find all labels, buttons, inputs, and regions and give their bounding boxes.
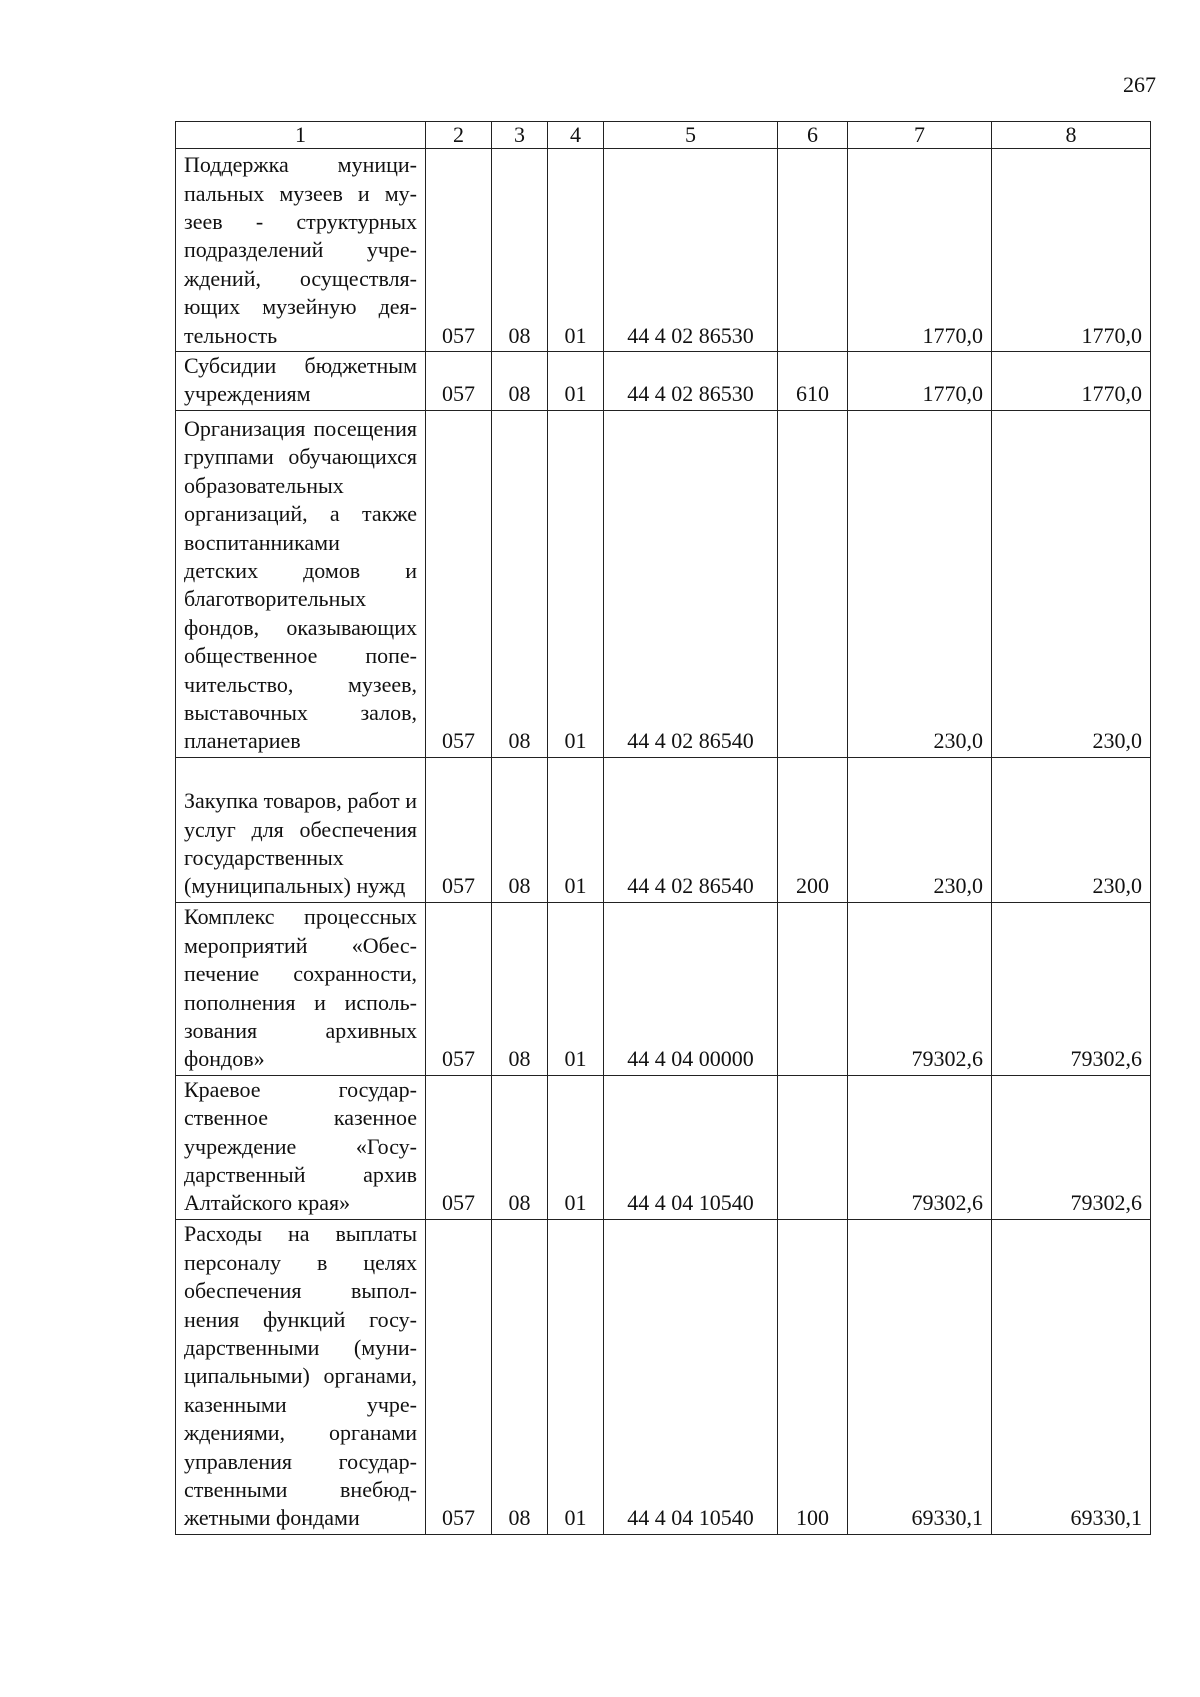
row-target-code: 44 4 02 86530 [604,149,778,352]
row-name: Организация посещения группами обучающихся образовательных организаций, а также воспитанниками детских домов и благотворительных фондов, оказывающих общественное попечительство, музеев, выставочных залов, планетариев [176,410,426,757]
row-amount-2: 1770,0 [992,149,1151,352]
table-row [176,757,1151,902]
header-cell-3: 3 [492,122,548,149]
row-name: Комплекс процессных мероприятий «Обеспечение сохранности, пополнения и использования архивных фондов» [176,902,426,1075]
row-amount-1: 1770,0 [848,149,992,352]
row-subsection-code: 01 [548,352,604,411]
table-row [176,410,1151,757]
row-subsection-code: 01 [548,1219,604,1534]
row-amount-1: 230,0 [848,410,992,757]
header-cell-1: 1 [176,122,426,149]
row-section-code: 08 [492,1075,548,1219]
header-cell-2: 2 [426,122,492,149]
row-subsection-code: 01 [548,902,604,1075]
row-amount-2: 79302,6 [992,1075,1151,1219]
row-amount-1: 79302,6 [848,1075,992,1219]
row-amount-2: 1770,0 [992,352,1151,411]
row-section-code: 08 [492,410,548,757]
header-cell-4: 4 [548,122,604,149]
row-ministry-code: 057 [426,149,492,352]
row-section-code: 08 [492,352,548,411]
row-target-code: 44 4 04 10540 [604,1219,778,1534]
row-target-code: 44 4 02 86540 [604,757,778,902]
budget-table [175,121,1151,1535]
row-ministry-code: 057 [426,410,492,757]
row-expense-type: 100 [778,1219,848,1534]
row-subsection-code: 01 [548,149,604,352]
row-amount-2: 69330,1 [992,1219,1151,1534]
row-expense-type [778,1075,848,1219]
row-expense-type [778,149,848,352]
row-amount-2: 230,0 [992,757,1151,902]
row-amount-1: 230,0 [848,757,992,902]
table-row [176,1075,1151,1219]
row-ministry-code: 057 [426,352,492,411]
row-ministry-code: 057 [426,902,492,1075]
row-amount-2: 79302,6 [992,902,1151,1075]
row-amount-1: 1770,0 [848,352,992,411]
row-target-code: 44 4 04 00000 [604,902,778,1075]
row-subsection-code: 01 [548,757,604,902]
header-cell-8: 8 [992,122,1151,149]
row-name: Поддержка муниципальных музеев и музеев - структурных подразделений учреждений, осуществляющих музейную деятельность [176,149,426,352]
header-cell-7: 7 [848,122,992,149]
row-expense-type: 200 [778,757,848,902]
row-target-code: 44 4 02 86540 [604,410,778,757]
row-name: Расходы на выплаты персоналу в целях обеспечения выполнения функций государственными (муниципальными) органами, казенными учреждениями, органами управления государственными внебюджетными фондами [176,1219,426,1534]
row-subsection-code: 01 [548,1075,604,1219]
row-expense-type: 610 [778,352,848,411]
row-target-code: 44 4 04 10540 [604,1075,778,1219]
header-cell-5: 5 [604,122,778,149]
table-row [176,352,1151,411]
row-amount-2: 230,0 [992,410,1151,757]
row-amount-1: 79302,6 [848,902,992,1075]
page-number: 267 [1123,72,1156,97]
row-name: Закупка товаров, работ и услуг для обеспечения государственных (муниципальных) нужд [176,757,426,902]
row-expense-type [778,902,848,1075]
table-row [176,902,1151,1075]
header-cell-6: 6 [778,122,848,149]
row-name: Субсидии бюджетным учреждениям [176,352,426,411]
header-row [176,122,1151,149]
table-row [176,1219,1151,1534]
row-amount-1: 69330,1 [848,1219,992,1534]
row-ministry-code: 057 [426,757,492,902]
row-section-code: 08 [492,149,548,352]
row-name: Краевое государственное казенное учреждение «Государственный архив Алтайского края» [176,1075,426,1219]
row-ministry-code: 057 [426,1075,492,1219]
row-subsection-code: 01 [548,410,604,757]
row-section-code: 08 [492,1219,548,1534]
row-ministry-code: 057 [426,1219,492,1534]
table-row [176,149,1151,352]
row-section-code: 08 [492,902,548,1075]
row-section-code: 08 [492,757,548,902]
row-expense-type [778,410,848,757]
row-target-code: 44 4 02 86530 [604,352,778,411]
